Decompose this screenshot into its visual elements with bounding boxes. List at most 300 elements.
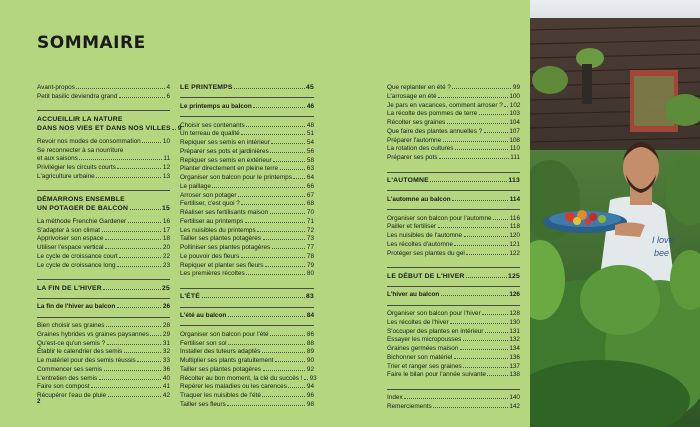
toc-entry <box>180 357 314 366</box>
dot-leader <box>450 323 508 324</box>
dot-leader <box>487 375 507 376</box>
toc-page-number: 42 <box>162 392 170 399</box>
toc-entry <box>180 253 314 262</box>
toc-page-number: 67 <box>306 191 314 199</box>
toc-chapter-title <box>387 273 520 282</box>
dot-leader <box>484 132 508 133</box>
dot-leader <box>107 344 162 345</box>
dot-leader <box>228 316 306 317</box>
dot-leader <box>117 307 162 308</box>
toc-entry <box>37 340 170 349</box>
toc-chapter-title <box>180 84 314 93</box>
toc-entry-text: Faire le bilan pour l'année suivante <box>387 371 486 379</box>
dot-leader <box>117 266 161 267</box>
dot-leader <box>466 254 508 255</box>
toc-entry <box>180 174 314 183</box>
toc-entry <box>180 183 314 192</box>
toc-entry-text: Réaliser ses fertilisants maison <box>180 209 269 216</box>
dot-leader <box>485 332 508 333</box>
toc-entry-text: L'ÉTÉ <box>180 293 200 301</box>
toc-page-number: 66 <box>306 182 314 190</box>
toc-entry <box>387 345 520 354</box>
toc-entry <box>387 145 520 154</box>
dot-leader <box>228 344 305 345</box>
toc-entry <box>37 84 170 93</box>
toc-entry-text: S'occuper des plantes en intérieur <box>387 327 484 335</box>
toc-entry-text: L'été au balcon <box>180 312 227 319</box>
toc-entry-text: Index <box>387 394 403 402</box>
shirt-text-1: I love <box>652 235 674 245</box>
dot-leader <box>293 178 305 179</box>
toc-page-number: 107 <box>509 127 520 135</box>
toc-page-number: 46 <box>306 102 314 110</box>
toc-entry-text: Repiquer ses semis en intérieur <box>180 139 270 146</box>
toc-entry <box>37 227 170 236</box>
dot-leader <box>262 352 306 353</box>
spacer <box>387 163 520 172</box>
toc-page-number: 138 <box>509 371 520 379</box>
toc-page-number: 16 <box>162 217 170 225</box>
toc-entry-text: Le paillage <box>180 182 211 190</box>
toc-section-title <box>180 103 314 112</box>
toc-entry-text: Fertiliser son sol <box>180 339 227 347</box>
dot-leader <box>150 335 161 336</box>
toc-section-title <box>180 312 314 321</box>
toc-entry <box>180 192 314 201</box>
toc-page-number: 132 <box>509 336 520 344</box>
toc-entry-text: Que replanter en été ? <box>387 84 451 91</box>
toc-entry <box>180 165 314 174</box>
toc-entry-text: DÉMARRONS ENSEMBLE <box>37 195 125 203</box>
dot-leader <box>447 123 508 124</box>
toc-entry-text: La rotation des cultures <box>387 145 454 153</box>
dot-leader <box>280 169 306 170</box>
toc-chapter-title <box>37 116 170 125</box>
toc-page-number: 6 <box>166 92 170 100</box>
dot-leader <box>479 114 508 115</box>
dot-leader <box>263 239 306 240</box>
toc-entry-text: Récolter au bon moment, la clé du succès ! <box>180 374 303 382</box>
toc-page-number: 78 <box>306 252 314 260</box>
dot-leader <box>404 398 508 399</box>
dot-leader <box>439 158 509 159</box>
toc-page-number: 9 <box>177 124 182 132</box>
toc-entry-text: Les nuisibles du printemps <box>180 226 256 234</box>
toc-chapter-title <box>387 177 520 186</box>
toc-page-number: 32 <box>162 348 170 356</box>
toc-chapter-title <box>37 124 182 134</box>
toc-entry-text: L'hiver au balcon <box>387 291 440 299</box>
toc-entry-text: Récupérer l'eau de pluie <box>37 392 107 399</box>
toc-entry-text: Établir le calendrier des semis <box>37 348 123 356</box>
toc-entry <box>387 250 520 259</box>
toc-page-number: 113 <box>508 177 520 184</box>
toc-entry-text: Récolter ses graines <box>387 119 446 126</box>
toc-entry-text: Repiquer et planter ses fleurs <box>180 261 264 269</box>
toc-page-number: 130 <box>509 318 520 326</box>
toc-entry-text: LE DÉBUT DE L'HIVER <box>387 272 465 280</box>
dot-leader <box>493 219 508 220</box>
toc-entry <box>387 102 520 111</box>
toc-entry-text: Avant-propos <box>37 84 75 91</box>
dot-leader <box>106 326 161 327</box>
toc-entry <box>180 227 314 236</box>
toc-page-number: 104 <box>509 119 520 126</box>
dot-leader <box>212 187 305 188</box>
toc-chapter-title <box>37 205 170 214</box>
toc-page-number: 86 <box>306 330 314 338</box>
toc-page-number: 137 <box>509 362 520 370</box>
toc-page-number: 12 <box>162 164 170 171</box>
toc-entry-text: Tailler ses plantes potagères <box>180 365 261 373</box>
dot-leader <box>438 227 509 228</box>
toc-entry <box>37 322 170 331</box>
toc-page-number: 15 <box>162 204 170 212</box>
dot-leader <box>96 177 161 178</box>
toc-entry-text: Apprivoiser son espace <box>37 235 104 243</box>
toc-page-number: 121 <box>509 240 520 248</box>
toc-entry <box>37 253 170 262</box>
dot-leader <box>202 297 305 298</box>
toc-chapter-title <box>37 285 170 294</box>
toc-entry <box>180 122 314 131</box>
dot-leader <box>272 248 306 249</box>
toc-entry <box>37 147 170 156</box>
toc-page-number: 11 <box>163 155 170 163</box>
toc-entry <box>37 383 170 392</box>
toc-entry-text: Organiser son balcon pour l'automne <box>387 214 492 222</box>
toc-page-number: 72 <box>306 226 314 234</box>
toc-entry-text: Préparer ses pots et jardinières <box>180 147 269 155</box>
toc-entry <box>37 173 170 182</box>
toc-page-number: 17 <box>162 226 170 234</box>
dot-leader <box>241 204 305 205</box>
toc-entry <box>387 371 520 380</box>
toc-entry <box>387 84 520 93</box>
toc-entry <box>180 244 314 253</box>
toc-page-number: 29 <box>162 330 170 338</box>
dot-leader <box>241 257 306 258</box>
toc-page-number: 4 <box>166 84 170 91</box>
spacer <box>180 279 314 288</box>
dot-leader <box>257 231 305 232</box>
toc-entry-text: Fertiliser au printemps <box>180 217 244 225</box>
toc-page-number: 88 <box>306 339 314 347</box>
toc-entry <box>387 154 520 163</box>
toc-page-number: 99 <box>512 84 520 91</box>
toc-page-number: 54 <box>306 139 314 146</box>
dot-leader <box>108 396 162 397</box>
toc-column-3 <box>387 84 520 412</box>
toc-entry-text: Le pouvoir des fleurs <box>180 252 240 260</box>
toc-page-number: 102 <box>509 101 521 109</box>
spacer <box>387 380 520 389</box>
toc-page-number: 84 <box>306 312 314 319</box>
toc-entry-text: La récolte des pommes de terre <box>387 110 478 118</box>
toc-entry <box>37 138 170 147</box>
toc-page-number: 20 <box>162 244 170 251</box>
dot-leader <box>263 370 306 371</box>
toc-entry <box>37 331 170 340</box>
toc-section-title <box>387 196 520 205</box>
toc-entry-text: Essayer les micropousses <box>387 336 462 344</box>
toc-entry-text: Organiser son balcon pour l'été <box>180 330 269 338</box>
toc-entry <box>387 328 520 337</box>
toc-page-number: 13 <box>162 172 170 180</box>
gardener-photo <box>530 0 700 427</box>
dot-leader <box>441 295 508 296</box>
toc-page-number: 90 <box>306 357 314 364</box>
dot-leader <box>270 335 305 336</box>
toc-chapter-title <box>37 196 170 205</box>
spacer <box>37 102 170 111</box>
toc-page-number: 58 <box>306 156 314 164</box>
toc-entry <box>387 232 520 241</box>
toc-entry-text: Arroser son potager <box>180 191 237 199</box>
toc-entry-text: L'entretien des semis <box>37 374 98 382</box>
dot-leader <box>172 129 176 130</box>
toc-entry-text: Les premières récoltes <box>180 270 245 278</box>
toc-page-number: 68 <box>306 200 314 208</box>
toc-page-number: 22 <box>162 252 170 260</box>
toc-entry <box>180 270 314 279</box>
dot-leader <box>460 349 508 350</box>
dot-leader <box>463 340 508 341</box>
toc-entry <box>387 128 520 137</box>
dot-leader <box>430 181 507 182</box>
dot-leader <box>234 88 304 89</box>
toc-section-title <box>387 291 520 300</box>
toc-entry <box>180 200 314 209</box>
dot-leader <box>288 387 305 388</box>
toc-entry <box>180 148 314 157</box>
toc-page-number: 98 <box>306 400 314 408</box>
toc-entry-text: Graines germées maison <box>387 345 459 352</box>
toc-entry-text: Les récoltes d'automne <box>387 240 453 248</box>
toc-entry-text: L'agriculture urbaine <box>37 172 95 180</box>
dot-leader <box>238 196 305 197</box>
dot-leader <box>504 106 508 107</box>
toc-entry-text: LE PRINTEMPS <box>180 84 233 91</box>
toc-page-number: 36 <box>162 365 170 373</box>
toc-entry-text: Les nuisibles de l'automne <box>387 232 463 239</box>
toc-entry <box>387 394 520 403</box>
dot-leader <box>253 107 305 108</box>
toc-entry-text: Organiser son balcon pour le printemps <box>180 174 292 181</box>
dot-leader <box>455 149 508 150</box>
dot-leader <box>482 314 508 315</box>
toc-page-number: 28 <box>162 322 170 329</box>
page-number: 2 <box>37 399 41 405</box>
toc-entry-text: L'AUTOMNE <box>387 177 429 184</box>
toc-page-number: 100 <box>509 92 520 100</box>
toc-entry-text: Privilégier les circuits courts <box>37 164 116 171</box>
toc-entry <box>387 310 520 319</box>
dot-leader <box>262 396 305 397</box>
toc-entry-text: Planter directement en pleine terre <box>180 165 279 173</box>
dot-leader <box>227 405 305 406</box>
dot-leader <box>270 213 306 214</box>
toc-entry <box>387 319 520 328</box>
toc-entry-text: Préparer ses pots <box>387 154 438 161</box>
toc-page-number: 63 <box>306 165 314 173</box>
toc-entry <box>37 244 170 253</box>
dot-leader <box>142 142 161 143</box>
toc-entry <box>180 374 317 384</box>
toc-entry-text: Le printemps au balcon <box>180 102 252 110</box>
toc-entry-text: Multiplier ses plants gratuitement <box>180 357 274 364</box>
dot-leader <box>105 248 161 249</box>
toc-page-number: 70 <box>306 209 314 216</box>
toc-entry <box>37 262 170 271</box>
toc-page-number: 134 <box>509 345 520 352</box>
dot-leader <box>245 222 306 223</box>
toc-entry-text: Petit basilic deviendra grand <box>37 92 118 100</box>
toc-entry-text: Le cycle de croissance long <box>37 261 116 269</box>
toc-page-number: 142 <box>509 403 520 410</box>
dot-leader <box>270 152 305 153</box>
toc-page-number: 18 <box>162 235 170 243</box>
toc-entry-text: Repérer les maladies ou les carences <box>180 383 287 391</box>
toc-entry-text: Graines hybrides vs graines paysannes <box>37 330 149 338</box>
toc-entry-text: Je pars en vacances, comment arroser ? <box>387 101 503 109</box>
dot-leader <box>137 361 161 362</box>
toc-page-number: 48 <box>306 121 314 129</box>
toc-entry <box>180 392 314 401</box>
dot-leader <box>117 168 161 169</box>
toc-entry-text: Un terreau de qualité <box>180 130 240 138</box>
toc-page-number: 56 <box>306 147 314 155</box>
toc-entry-text: Repiquer ses semis en extérieur <box>180 156 272 164</box>
toc-page-number: 93 <box>309 374 317 382</box>
toc-entry-text: Le cycle de croissance court <box>37 252 118 260</box>
dot-leader <box>438 97 508 98</box>
dot-leader <box>91 387 161 388</box>
dot-leader <box>463 367 508 368</box>
toc-entry-text: Revoir nos modes de consommation <box>37 137 141 145</box>
toc-page-number: 114 <box>509 195 520 203</box>
dot-leader <box>466 277 507 278</box>
dot-leader <box>124 352 162 353</box>
toc-entry <box>37 235 170 244</box>
toc-entry-text: Tailler ses plantes potagères <box>180 235 261 243</box>
toc-entry-text: Faire son compost <box>37 383 90 391</box>
dot-leader <box>246 274 305 275</box>
toc-page-number: 41 <box>162 383 170 391</box>
toc-entry <box>387 215 520 224</box>
toc-page-number: 136 <box>509 353 520 361</box>
toc-page-number: 45 <box>306 84 314 91</box>
toc-entry <box>387 336 520 345</box>
dot-leader <box>241 134 305 135</box>
toc-page-number: 116 <box>509 214 520 222</box>
toc-entry-text: Bien choisir ses graines <box>37 322 105 329</box>
spacer <box>37 182 170 191</box>
dot-leader <box>104 370 162 371</box>
toc-entry <box>387 223 520 232</box>
toc-page-number: 73 <box>306 235 314 243</box>
page-title: SOMMAIRE <box>37 33 146 53</box>
dot-leader <box>103 289 160 290</box>
toc-page-number: 80 <box>306 270 314 278</box>
toc-entry <box>387 110 520 119</box>
toc-page-number: 111 <box>510 154 520 161</box>
toc-page-number: 83 <box>306 293 314 301</box>
toc-entry-text: La fin de l'hiver au balcon <box>37 303 116 311</box>
toc-entry <box>180 262 314 271</box>
toc-entry <box>180 383 314 392</box>
toc-entry <box>180 366 314 375</box>
toc-section-title <box>37 303 170 312</box>
toc-page-number: 64 <box>306 174 314 181</box>
dot-leader <box>130 209 161 210</box>
toc-entry-text: Préparer l'automne <box>387 136 442 144</box>
toc-page-number: 125 <box>508 272 520 280</box>
toc-entry <box>37 375 170 384</box>
toc-page-number: 118 <box>509 223 520 231</box>
toc-page-number: 122 <box>509 249 520 257</box>
toc-entry <box>387 241 520 250</box>
toc-entry <box>180 139 314 148</box>
toc-entry <box>37 348 170 357</box>
toc-entry <box>387 137 520 146</box>
dot-leader <box>271 143 305 144</box>
toc-page-number: 71 <box>306 217 314 225</box>
toc-entry-text: Trier et ranger ses graines <box>387 362 462 370</box>
toc-entry <box>180 340 314 349</box>
toc-entry <box>387 119 520 128</box>
toc-entry-text: Traquer les nuisibles de l'été <box>180 392 261 399</box>
dot-leader <box>454 358 508 359</box>
dot-leader <box>119 97 165 98</box>
dot-leader <box>273 161 305 162</box>
dot-leader <box>102 231 162 232</box>
toc-entry-text: UN POTAGER DE BALCON <box>37 204 129 212</box>
toc-page-number: 120 <box>509 232 520 239</box>
toc-page-number: 26 <box>162 303 170 311</box>
toc-entry-text: L'automne au balcon <box>387 195 451 203</box>
toc-entry-text: LA FIN DE L'HIVER <box>37 284 102 292</box>
toc-entry <box>387 93 520 102</box>
toc-entry-text: et aux saisons <box>37 155 78 163</box>
toc-page-number: 110 <box>509 145 520 153</box>
toc-entry <box>180 157 314 166</box>
dot-leader <box>464 236 508 237</box>
toc-entry-text: Le matériel pour des semis réussis <box>37 357 136 364</box>
toc-entry-text: Utiliser l'espace vertical <box>37 244 104 251</box>
toc-page-number: 94 <box>306 383 314 391</box>
toc-page-number: 92 <box>306 365 314 373</box>
toc-entry <box>180 130 314 139</box>
toc-entry-text: Choisir ses contenants <box>180 121 245 129</box>
dot-leader <box>452 88 511 89</box>
dot-leader <box>76 88 165 89</box>
dot-leader <box>452 200 508 201</box>
toc-page-number: 51 <box>306 130 314 138</box>
toc-entry-text: Commencer ses semis <box>37 365 102 373</box>
toc-entry <box>180 331 314 340</box>
toc-entry-text: Protéger ses plantes du gel <box>387 249 465 257</box>
toc-entry-text: Fertiliser, c'est quoi ? <box>180 200 240 208</box>
dot-leader <box>433 407 508 408</box>
toc-page-number: 40 <box>162 374 170 382</box>
shirt-text-2: bee <box>654 248 670 258</box>
toc-page-number: 31 <box>162 339 170 347</box>
toc-entry <box>387 363 520 372</box>
toc-entry <box>387 403 520 412</box>
toc-entry-text: Se reconnecter à sa nourriture <box>37 146 124 154</box>
dot-leader <box>304 379 308 380</box>
